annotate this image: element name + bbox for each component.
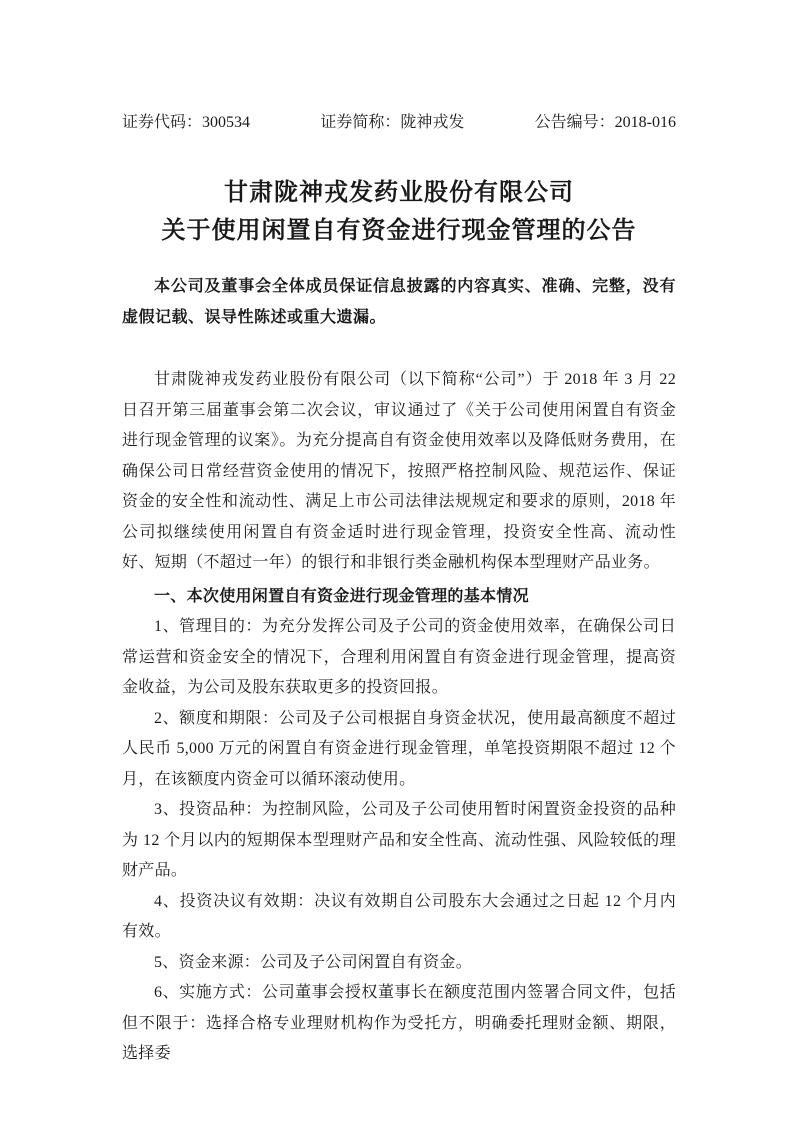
item-1-management-purpose: 1、管理目的：为充分发挥公司及子公司的资金使用效率，在确保公司日常运营和资金安全的情况下，合理利用闲置自有资金进行现金管理，提高资金收益，为公司及股东获取更多的投资回报。 [122, 618, 676, 696]
document-title [122, 174, 676, 250]
company-name-title: 甘肃陇神戎发药业股份有限公司 [224, 180, 574, 206]
announcement-subject-title: 关于使用闲置自有资金进行现金管理的公告 [161, 218, 637, 244]
stock-short-name: 证券简称：陇神戎发 [320, 114, 465, 131]
announcement-number: 公告编号：2018-016 [534, 114, 676, 131]
document-body [122, 365, 676, 1070]
item-3-investment-types: 3、投资品种：为控制风险，公司及子公司使用暂时闲置资金投资的品种为 12 个月以内的短期保本型理财产品和安全性高、流动性强、风险较低的理财产品。 [122, 801, 676, 879]
document-header-row [122, 112, 676, 134]
item-4-resolution-validity: 4、投资决议有效期：决议有效期自公司股东大会通过之日起 12 个月内有效。 [122, 892, 676, 940]
intro-paragraph: 甘肃陇神戎发药业股份有限公司（以下简称“公司”）于 2018 年 3 月 22 日召开第三届董事会第二次会议，审议通过了《关于公司使用闲置自有资金进行现金管理的议案》。为充分提高自有资金使用效率以及降低财务费用，在确保公司日常经营资金使用的情况下，按照严格控制风险、规范运作、保证资金的安全性和流动性、满足上市公司法律法规规定和要求的原则，2018 年公司拟继续使用闲置自有资金适时进行现金管理，投资安全性高、流动性好、短期（不超过一年）的银行和非银行类金融机构保本型理财产品业务。 [122, 371, 676, 571]
item-6-implementation-method: 6、实施方式：公司董事会授权董事长在额度范围内签署合同文件，包括但不限于：选择合格专业理财机构作为受托方，明确委托理财金额、期限，选择委 [122, 984, 676, 1062]
item-5-funding-source: 5、资金来源：公司及子公司闲置自有资金。 [154, 953, 473, 971]
disclaimer-statement: 本公司及董事会全体成员保证信息披露的内容真实、准确、完整，没有虚假记载、误导性陈述或重大遗漏。 [122, 278, 676, 326]
item-2-quota-and-term: 2、额度和期限：公司及子公司根据自身资金状况，使用最高额度不超过人民币 5,000 万元的闲置自有资金进行现金管理，单笔投资期限不超过 12 个月，在该额度内资金可以循环滚动使用。 [122, 709, 676, 788]
stock-code: 证券代码：300534 [122, 114, 251, 131]
section-1-heading: 一、本次使用闲置自有资金进行现金管理的基本情况 [154, 587, 529, 605]
